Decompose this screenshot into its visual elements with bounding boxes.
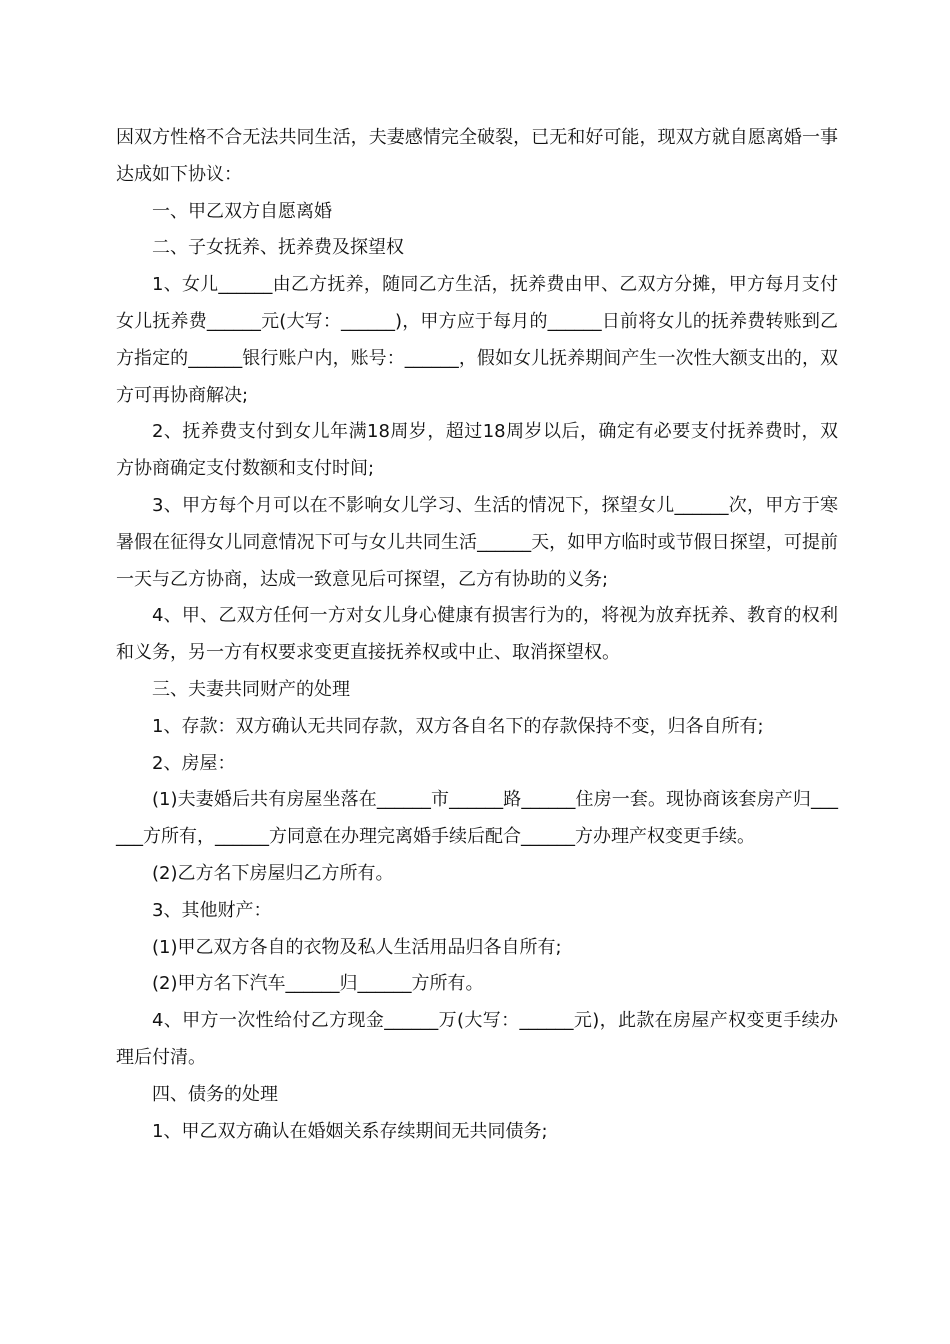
clause-3-1: 1、存款：双方确认无共同存款，双方各自名下的存款保持不变，归各自所有; (152, 715, 764, 737)
clause-3-4: 4、甲方一次性给付乙方现金______万(大写：______元)，此款在房屋产权变更手续办理后付清。 (116, 1010, 838, 1068)
clause-3-2: 2、房屋： (152, 752, 236, 774)
document-body (116, 120, 838, 1150)
clause-3-3-1: (1)甲乙双方各自的衣物及私人生活用品归各自所有; (152, 936, 562, 958)
clause-3-2-1: (1)夫妻婚后共有房屋坐落在______市______路______住房一套。现协商该套房产归______方所有，______方同意在办理完离婚手续后配合______方办理产权变更手续。 (116, 789, 838, 848)
intro-paragraph: 因双方性格不合无法共同生活，夫妻感情完全破裂，已无和好可能，现双方就自愿离婚一事达成如下协议： (116, 127, 838, 185)
clause-2-2: 2、抚养费支付到女儿年满18周岁，超过18周岁以后，确定有必要支付抚养费时，双方协商确定支付数额和支付时间; (116, 421, 838, 480)
clause-3-2-2: (2)乙方名下房屋归乙方所有。 (152, 862, 394, 884)
clause-3-3-2: (2)甲方名下汽车______归______方所有。 (152, 973, 484, 995)
clause-2-4: 4、甲、乙双方任何一方对女儿身心健康有损害行为的，将视为放弃抚养、教育的权利和义务，另一方有权要求变更直接抚养权或中止、取消探望权。 (116, 605, 838, 664)
clause-2-1: 1、女儿______由乙方抚养，随同乙方生活，抚养费由甲、乙双方分摊，甲方每月支付女儿抚养费______元(大写：______)，甲方应于每月的______日前将女儿的抚养费转账到乙方指定的______银行账户内，账号：______，假如女儿抚养期间产生一次性大额支出的，双方可再协商解决; (116, 274, 838, 406)
clause-2-3: 3、甲方每个月可以在不影响女儿学习、生活的情况下，探望女儿______次，甲方于寒暑假在征得女儿同意情况下可与女儿共同生活______天，如甲方临时或节假日探望，可提前一天与乙方协商，达成一致意见后可探望，乙方有协助的义务; (116, 494, 838, 590)
section-heading-3: 三、夫妻共同财产的处理 (152, 678, 350, 700)
section-heading-1: 一、甲乙双方自愿离婚 (152, 200, 332, 222)
clause-3-3: 3、其他财产： (152, 899, 272, 921)
clause-4-1: 1、甲乙双方确认在婚姻关系存续期间无共同债务; (152, 1120, 548, 1142)
section-heading-4: 四、债务的处理 (152, 1083, 278, 1105)
section-heading-2: 二、子女抚养、抚养费及探望权 (152, 237, 404, 259)
